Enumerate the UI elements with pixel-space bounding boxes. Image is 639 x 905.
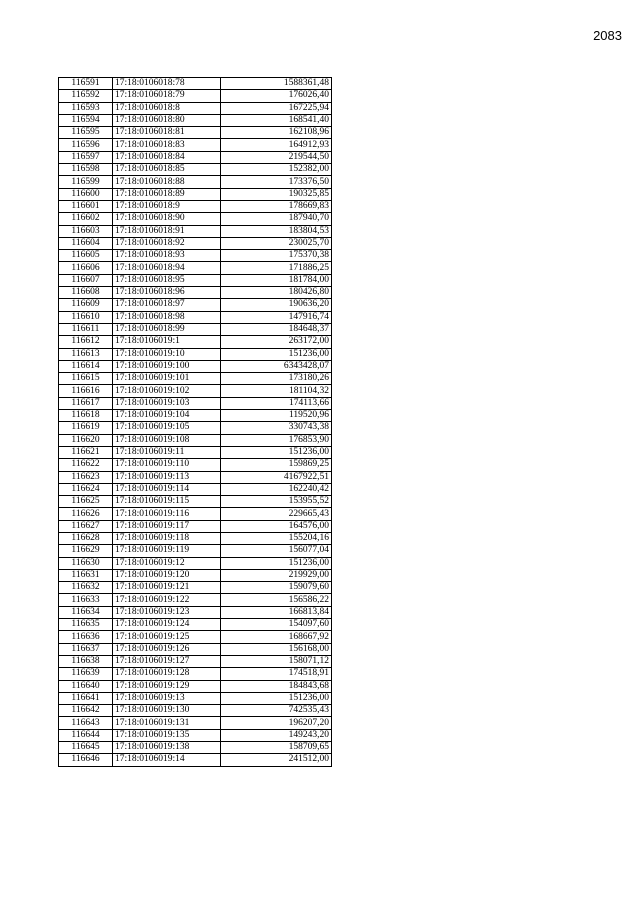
value-cell: 181104,32 (221, 385, 332, 397)
cadastral-number-cell: 17:18:0106019:124 (113, 619, 221, 631)
value-cell: 155204,16 (221, 532, 332, 544)
cadastral-number-cell: 17:18:0106018:81 (113, 127, 221, 139)
value-cell: 4167922,51 (221, 471, 332, 483)
table-row (59, 520, 332, 532)
row-number-cell: 116593 (59, 102, 113, 114)
row-number-cell: 116645 (59, 742, 113, 754)
row-number-cell: 116619 (59, 422, 113, 434)
row-number-cell: 116599 (59, 176, 113, 188)
table-row (59, 742, 332, 754)
cadastral-number-cell: 17:18:0106019:129 (113, 680, 221, 692)
value-cell: 162108,96 (221, 127, 332, 139)
table-row (59, 545, 332, 557)
value-cell: 1588361,48 (221, 78, 332, 90)
table-row (59, 323, 332, 335)
table-row (59, 114, 332, 126)
table-row (59, 668, 332, 680)
row-number-cell: 116603 (59, 225, 113, 237)
row-number-cell: 116646 (59, 754, 113, 766)
value-cell: 147916,74 (221, 311, 332, 323)
value-cell: 184648,37 (221, 323, 332, 335)
page-number: 2083 (593, 28, 622, 43)
value-cell: 168541,40 (221, 114, 332, 126)
value-cell: 173376,50 (221, 176, 332, 188)
cadastral-number-cell: 17:18:0106018:89 (113, 188, 221, 200)
row-number-cell: 116629 (59, 545, 113, 557)
value-cell: 152382,00 (221, 164, 332, 176)
cadastral-number-cell: 17:18:0106018:83 (113, 139, 221, 151)
table-row (59, 373, 332, 385)
table-row (59, 78, 332, 90)
cadastral-number-cell: 17:18:0106018:85 (113, 164, 221, 176)
value-cell: 151236,00 (221, 557, 332, 569)
cadastral-number-cell: 17:18:0106019:11 (113, 446, 221, 458)
table-row (59, 397, 332, 409)
row-number-cell: 116610 (59, 311, 113, 323)
table-row (59, 348, 332, 360)
value-cell: 153955,52 (221, 496, 332, 508)
cadastral-number-cell: 17:18:0106019:123 (113, 606, 221, 618)
value-cell: 162240,42 (221, 483, 332, 495)
table-row (59, 754, 332, 766)
cadastral-number-cell: 17:18:0106019:120 (113, 569, 221, 581)
cadastral-number-cell: 17:18:0106019:105 (113, 422, 221, 434)
value-cell: 219929,00 (221, 569, 332, 581)
table-row (59, 692, 332, 704)
value-cell: 219544,50 (221, 151, 332, 163)
value-cell: 180426,80 (221, 287, 332, 299)
cadastral-number-cell: 17:18:0106018:91 (113, 225, 221, 237)
row-number-cell: 116605 (59, 250, 113, 262)
table-row (59, 176, 332, 188)
value-cell: 168667,92 (221, 631, 332, 643)
cadastral-number-cell: 17:18:0106018:88 (113, 176, 221, 188)
table-body (59, 78, 332, 767)
table-row (59, 729, 332, 741)
value-cell: 175370,38 (221, 250, 332, 262)
cadastral-number-cell: 17:18:0106019:138 (113, 742, 221, 754)
row-number-cell: 116614 (59, 360, 113, 372)
row-number-cell: 116615 (59, 373, 113, 385)
row-number-cell: 116622 (59, 459, 113, 471)
row-number-cell: 116600 (59, 188, 113, 200)
cadastral-number-cell: 17:18:0106019:108 (113, 434, 221, 446)
value-cell: 176853,90 (221, 434, 332, 446)
row-number-cell: 116598 (59, 164, 113, 176)
cadastral-number-cell: 17:18:0106019:135 (113, 729, 221, 741)
cadastral-number-cell: 17:18:0106019:122 (113, 594, 221, 606)
value-cell: 742535,43 (221, 705, 332, 717)
value-cell: 241512,00 (221, 754, 332, 766)
table-row (59, 471, 332, 483)
table-row (59, 459, 332, 471)
cadastral-number-cell: 17:18:0106018:80 (113, 114, 221, 126)
table-row (59, 496, 332, 508)
table-row (59, 250, 332, 262)
row-number-cell: 116637 (59, 643, 113, 655)
table-row (59, 705, 332, 717)
value-cell: 159869,25 (221, 459, 332, 471)
cadastral-number-cell: 17:18:0106018:96 (113, 287, 221, 299)
value-cell: 6343428,07 (221, 360, 332, 372)
row-number-cell: 116630 (59, 557, 113, 569)
row-number-cell: 116623 (59, 471, 113, 483)
table-row (59, 225, 332, 237)
table-row (59, 643, 332, 655)
row-number-cell: 116617 (59, 397, 113, 409)
value-cell: 166813,84 (221, 606, 332, 618)
row-number-cell: 116612 (59, 336, 113, 348)
cadastral-number-cell: 17:18:0106019:115 (113, 496, 221, 508)
cadastral-number-cell: 17:18:0106019:1 (113, 336, 221, 348)
table-row (59, 434, 332, 446)
cadastral-number-cell: 17:18:0106018:94 (113, 262, 221, 274)
cadastral-number-cell: 17:18:0106019:128 (113, 668, 221, 680)
row-number-cell: 116642 (59, 705, 113, 717)
row-number-cell: 116643 (59, 717, 113, 729)
value-cell: 229665,43 (221, 508, 332, 520)
table-row (59, 151, 332, 163)
table-row (59, 336, 332, 348)
table-row (59, 606, 332, 618)
row-number-cell: 116635 (59, 619, 113, 631)
table-row (59, 102, 332, 114)
value-cell: 151236,00 (221, 348, 332, 360)
row-number-cell: 116606 (59, 262, 113, 274)
row-number-cell: 116611 (59, 323, 113, 335)
table-row (59, 655, 332, 667)
row-number-cell: 116627 (59, 520, 113, 532)
row-number-cell: 116633 (59, 594, 113, 606)
row-number-cell: 116638 (59, 655, 113, 667)
cadastral-number-cell: 17:18:0106019:117 (113, 520, 221, 532)
value-cell: 181784,00 (221, 274, 332, 286)
value-cell: 164912,93 (221, 139, 332, 151)
value-cell: 167225,94 (221, 102, 332, 114)
cadastral-number-cell: 17:18:0106019:114 (113, 483, 221, 495)
table-row (59, 127, 332, 139)
row-number-cell: 116624 (59, 483, 113, 495)
value-cell: 183804,53 (221, 225, 332, 237)
table-row (59, 90, 332, 102)
cadastral-number-cell: 17:18:0106019:113 (113, 471, 221, 483)
row-number-cell: 116625 (59, 496, 113, 508)
row-number-cell: 116628 (59, 532, 113, 544)
row-number-cell: 116602 (59, 213, 113, 225)
table-row (59, 274, 332, 286)
row-number-cell: 116604 (59, 237, 113, 249)
cadastral-number-cell: 17:18:0106019:110 (113, 459, 221, 471)
row-number-cell: 116639 (59, 668, 113, 680)
table-row (59, 385, 332, 397)
value-cell: 173180,26 (221, 373, 332, 385)
cadastral-number-cell: 17:18:0106019:130 (113, 705, 221, 717)
cadastral-number-cell: 17:18:0106019:116 (113, 508, 221, 520)
row-number-cell: 116596 (59, 139, 113, 151)
cadastral-number-cell: 17:18:0106018:93 (113, 250, 221, 262)
table-row (59, 680, 332, 692)
table-row (59, 594, 332, 606)
row-number-cell: 116632 (59, 582, 113, 594)
row-number-cell: 116626 (59, 508, 113, 520)
table-row (59, 311, 332, 323)
table-row (59, 262, 332, 274)
row-number-cell: 116591 (59, 78, 113, 90)
cadastral-number-cell: 17:18:0106019:103 (113, 397, 221, 409)
value-cell: 230025,70 (221, 237, 332, 249)
table-row (59, 360, 332, 372)
cadastral-value-table (58, 77, 332, 767)
row-number-cell: 116616 (59, 385, 113, 397)
row-number-cell: 116621 (59, 446, 113, 458)
table-row (59, 422, 332, 434)
cadastral-number-cell: 17:18:0106019:13 (113, 692, 221, 704)
table-row (59, 619, 332, 631)
value-cell: 164576,00 (221, 520, 332, 532)
cadastral-number-cell: 17:18:0106018:95 (113, 274, 221, 286)
row-number-cell: 116597 (59, 151, 113, 163)
table-row (59, 582, 332, 594)
cadastral-number-cell: 17:18:0106019:102 (113, 385, 221, 397)
value-cell: 158709,65 (221, 742, 332, 754)
value-cell: 119520,96 (221, 410, 332, 422)
value-cell: 190636,20 (221, 299, 332, 311)
table-row (59, 410, 332, 422)
row-number-cell: 116608 (59, 287, 113, 299)
value-cell: 174113,66 (221, 397, 332, 409)
value-cell: 190325,85 (221, 188, 332, 200)
row-number-cell: 116618 (59, 410, 113, 422)
row-number-cell: 116607 (59, 274, 113, 286)
row-number-cell: 116595 (59, 127, 113, 139)
table-row (59, 532, 332, 544)
table-row (59, 139, 332, 151)
value-cell: 151236,00 (221, 692, 332, 704)
value-cell: 156077,04 (221, 545, 332, 557)
row-number-cell: 116641 (59, 692, 113, 704)
table-row (59, 631, 332, 643)
cadastral-number-cell: 17:18:0106019:12 (113, 557, 221, 569)
cadastral-number-cell: 17:18:0106018:84 (113, 151, 221, 163)
value-cell: 176026,40 (221, 90, 332, 102)
table-row (59, 287, 332, 299)
row-number-cell: 116644 (59, 729, 113, 741)
row-number-cell: 116613 (59, 348, 113, 360)
row-number-cell: 116620 (59, 434, 113, 446)
table-row (59, 446, 332, 458)
cadastral-number-cell: 17:18:0106019:101 (113, 373, 221, 385)
row-number-cell: 116640 (59, 680, 113, 692)
value-cell: 187940,70 (221, 213, 332, 225)
table-row (59, 237, 332, 249)
cadastral-number-cell: 17:18:0106019:131 (113, 717, 221, 729)
cadastral-number-cell: 17:18:0106018:79 (113, 90, 221, 102)
table-row (59, 483, 332, 495)
cadastral-number-cell: 17:18:0106019:104 (113, 410, 221, 422)
table-row (59, 717, 332, 729)
table-row (59, 299, 332, 311)
cadastral-number-cell: 17:18:0106019:14 (113, 754, 221, 766)
table-row (59, 213, 332, 225)
cadastral-number-cell: 17:18:0106019:100 (113, 360, 221, 372)
value-cell: 174518,91 (221, 668, 332, 680)
cadastral-number-cell: 17:18:0106019:127 (113, 655, 221, 667)
cadastral-number-cell: 17:18:0106019:10 (113, 348, 221, 360)
value-cell: 154097,60 (221, 619, 332, 631)
value-cell: 149243,20 (221, 729, 332, 741)
value-cell: 196207,20 (221, 717, 332, 729)
value-cell: 151236,00 (221, 446, 332, 458)
cadastral-number-cell: 17:18:0106018:97 (113, 299, 221, 311)
value-cell: 263172,00 (221, 336, 332, 348)
value-cell: 156586,22 (221, 594, 332, 606)
table-row (59, 508, 332, 520)
value-cell: 159079,60 (221, 582, 332, 594)
table-row (59, 557, 332, 569)
cadastral-number-cell: 17:18:0106019:125 (113, 631, 221, 643)
value-cell: 184843,68 (221, 680, 332, 692)
cadastral-number-cell: 17:18:0106018:90 (113, 213, 221, 225)
table-row (59, 188, 332, 200)
cadastral-number-cell: 17:18:0106019:118 (113, 532, 221, 544)
cadastral-number-cell: 17:18:0106018:92 (113, 237, 221, 249)
cadastral-number-cell: 17:18:0106018:8 (113, 102, 221, 114)
row-number-cell: 116594 (59, 114, 113, 126)
cadastral-number-cell: 17:18:0106018:78 (113, 78, 221, 90)
cadastral-number-cell: 17:18:0106018:9 (113, 200, 221, 212)
value-cell: 158071,12 (221, 655, 332, 667)
row-number-cell: 116592 (59, 90, 113, 102)
cadastral-number-cell: 17:18:0106019:119 (113, 545, 221, 557)
table-row (59, 569, 332, 581)
cadastral-number-cell: 17:18:0106018:99 (113, 323, 221, 335)
value-cell: 178669,83 (221, 200, 332, 212)
row-number-cell: 116631 (59, 569, 113, 581)
table-row (59, 164, 332, 176)
cadastral-number-cell: 17:18:0106019:121 (113, 582, 221, 594)
cadastral-number-cell: 17:18:0106018:98 (113, 311, 221, 323)
row-number-cell: 116601 (59, 200, 113, 212)
cadastral-number-cell: 17:18:0106019:126 (113, 643, 221, 655)
table-row (59, 200, 332, 212)
row-number-cell: 116634 (59, 606, 113, 618)
row-number-cell: 116636 (59, 631, 113, 643)
value-cell: 156168,00 (221, 643, 332, 655)
value-cell: 330743,38 (221, 422, 332, 434)
value-cell: 171886,25 (221, 262, 332, 274)
row-number-cell: 116609 (59, 299, 113, 311)
